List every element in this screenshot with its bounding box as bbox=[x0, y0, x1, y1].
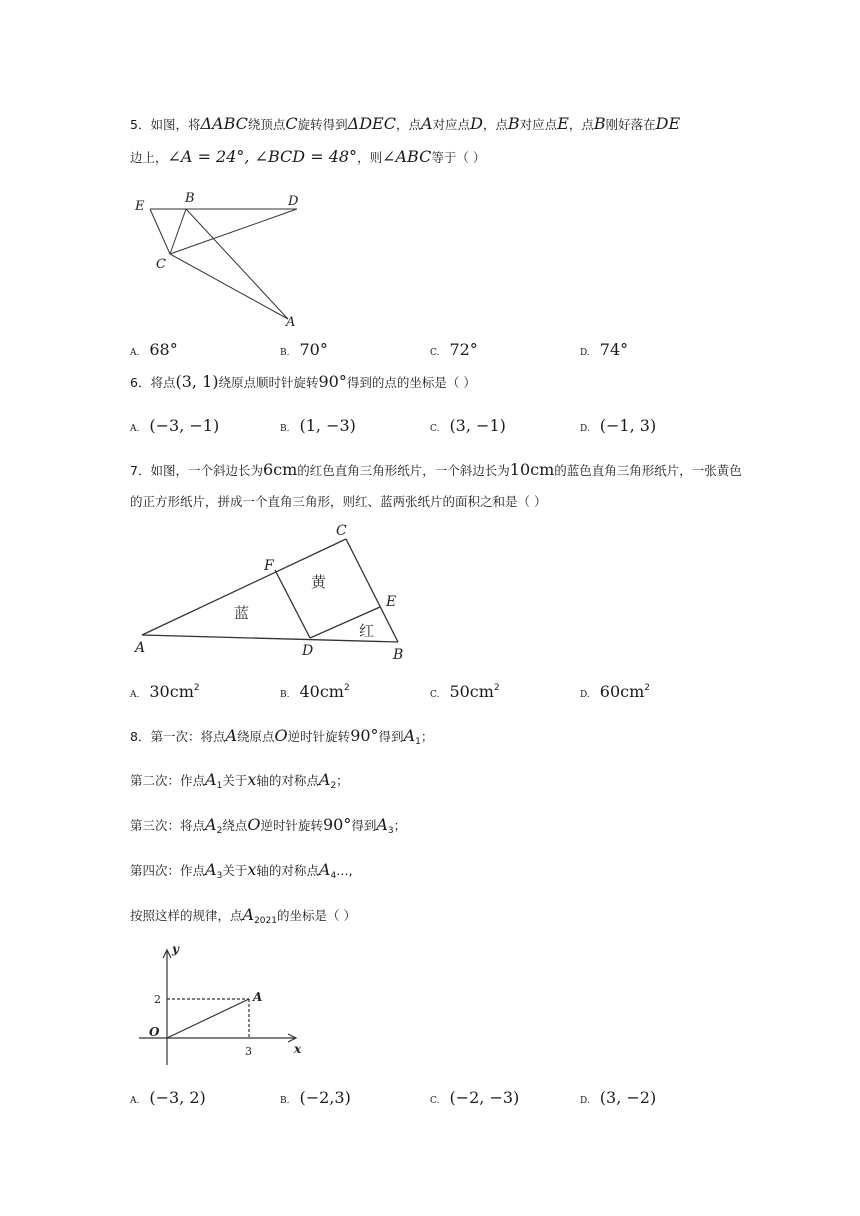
q8-coordinate-figure bbox=[136, 940, 311, 1065]
label-O: O bbox=[149, 1025, 160, 1039]
q7-segment-FD bbox=[275, 570, 310, 638]
q6-option-c[interactable] bbox=[430, 416, 506, 435]
label-x: x bbox=[294, 1042, 302, 1056]
q8-subscript: 2 bbox=[330, 781, 337, 791]
option-value: 70° bbox=[299, 340, 328, 359]
q7-text: 如图，一个斜边长为 bbox=[150, 463, 263, 478]
q8-math: 90° bbox=[350, 726, 379, 745]
q8-step3 bbox=[130, 815, 406, 836]
q5-option-b[interactable] bbox=[280, 340, 328, 359]
option-letter: C. bbox=[430, 424, 440, 434]
q8-text: 第一次：将点 bbox=[150, 729, 226, 744]
q8-text: 轴的对称点 bbox=[256, 863, 319, 878]
q8-subscript: 1 bbox=[216, 781, 223, 791]
option-value: (3, −1) bbox=[449, 416, 506, 435]
option-exponent: 2 bbox=[343, 683, 350, 693]
q5-segment-BC bbox=[170, 209, 186, 254]
q8-math: A bbox=[205, 815, 217, 834]
q6-option-a[interactable] bbox=[130, 416, 219, 435]
q6-text: 得到的点的坐标是（ ） bbox=[346, 375, 476, 390]
q5-text: 旋转得到 bbox=[297, 117, 348, 132]
option-letter: C. bbox=[430, 690, 440, 700]
q7-option-a[interactable] bbox=[130, 682, 200, 701]
q8-text: 第二次：作点 bbox=[130, 773, 206, 788]
q6-text: 绕原点顺时针旋转 bbox=[218, 375, 319, 390]
q5-text: 刚好落在 bbox=[605, 117, 656, 132]
q6-number: 6． bbox=[130, 375, 151, 390]
q5-math: ΔDEC bbox=[347, 114, 396, 133]
q6-math: (3, 1) bbox=[175, 372, 219, 391]
q5-option-a[interactable] bbox=[130, 340, 178, 359]
option-value: (3, −2) bbox=[599, 1088, 657, 1107]
option-letter: B. bbox=[280, 690, 290, 700]
q5-math: B bbox=[507, 114, 520, 133]
q5-math: DE bbox=[655, 114, 681, 133]
q5-text: ，点 bbox=[482, 117, 508, 132]
q5-label-D: D bbox=[288, 194, 299, 209]
q7-label-E: E bbox=[386, 594, 397, 610]
q8-subscript: 4 bbox=[330, 871, 337, 881]
q5-text: 绕顶点 bbox=[247, 117, 286, 132]
q8-math: x bbox=[247, 770, 257, 789]
option-letter: A. bbox=[130, 348, 140, 358]
option-letter: B. bbox=[280, 424, 290, 434]
q6-text: 将点 bbox=[150, 375, 176, 390]
q5-number: 5． bbox=[130, 117, 151, 132]
q8-text: 第四次：作点 bbox=[130, 863, 206, 878]
q7-triangle-figure bbox=[130, 518, 415, 663]
option-letter: A. bbox=[130, 1096, 140, 1106]
q7-number: 7． bbox=[130, 463, 151, 478]
q5-math: ∠ABC bbox=[382, 147, 432, 166]
q7-math: 10cm bbox=[509, 460, 555, 479]
q8-step4 bbox=[130, 860, 353, 881]
q7-label-D: D bbox=[302, 643, 314, 659]
q5-text: ，则 bbox=[357, 150, 383, 165]
q7-label-F: F bbox=[264, 558, 274, 574]
option-letter: C. bbox=[430, 1096, 440, 1106]
q8-text: 逆时针旋转 bbox=[260, 818, 323, 833]
option-letter: D. bbox=[580, 1096, 590, 1106]
q8-text: 得到 bbox=[378, 729, 404, 744]
q7-option-d[interactable] bbox=[580, 682, 650, 701]
q8-text: 按照这样的规律，点 bbox=[130, 908, 243, 923]
option-value: 50cm bbox=[449, 682, 494, 701]
q5-stem-line2 bbox=[130, 147, 485, 166]
q7-option-b[interactable] bbox=[280, 682, 350, 701]
option-letter: D. bbox=[580, 690, 590, 700]
q8-math: A bbox=[205, 770, 217, 789]
option-letter: D. bbox=[580, 424, 590, 434]
q7-option-c[interactable] bbox=[430, 682, 500, 701]
q7-label-red: 红 bbox=[359, 622, 375, 640]
q6-math: 90° bbox=[318, 372, 347, 391]
q8-text: 绕点 bbox=[222, 818, 248, 833]
q5-math: E bbox=[557, 114, 569, 133]
q5-text: 等于（ ） bbox=[431, 150, 486, 165]
option-exponent: 2 bbox=[644, 683, 650, 693]
q5-option-d[interactable] bbox=[580, 340, 628, 359]
q8-subscript: 2 bbox=[216, 826, 223, 836]
q5-math: D bbox=[470, 114, 483, 133]
q5-option-c[interactable] bbox=[430, 340, 478, 359]
q8-question bbox=[130, 905, 356, 926]
q7-stem-line2 bbox=[130, 492, 546, 510]
option-value: 60cm bbox=[599, 682, 645, 701]
q7-label-A: A bbox=[135, 640, 146, 656]
q8-subscript: 3 bbox=[216, 871, 223, 881]
q8-subscript: 2021 bbox=[254, 916, 277, 926]
q8-math: A bbox=[225, 726, 238, 745]
q5-triangle-figure bbox=[130, 188, 310, 333]
option-value: 30cm bbox=[149, 682, 194, 701]
q5-math: B bbox=[593, 114, 606, 133]
option-letter: B. bbox=[280, 1096, 290, 1106]
option-letter: B. bbox=[280, 348, 290, 358]
q8-text: ； bbox=[420, 729, 434, 744]
segment-OA bbox=[167, 999, 249, 1038]
q8-text: 第三次：将点 bbox=[130, 818, 206, 833]
q8-math: x bbox=[247, 860, 257, 879]
q8-text: ； bbox=[336, 773, 349, 788]
option-value: (−3, −1) bbox=[149, 416, 220, 435]
q5-text: ，点 bbox=[395, 117, 421, 132]
q7-label-yellow: 黄 bbox=[311, 573, 327, 591]
label-y: y bbox=[172, 942, 179, 956]
q8-text: 关于 bbox=[222, 863, 248, 878]
q8-math: 90° bbox=[322, 815, 352, 834]
option-exponent: 2 bbox=[493, 683, 500, 693]
q8-text: 逆时针旋转 bbox=[287, 729, 351, 744]
q8-text: ； bbox=[393, 818, 407, 833]
q5-segment-EC bbox=[150, 209, 170, 254]
q8-step2 bbox=[130, 770, 349, 791]
q8-math: A bbox=[205, 860, 217, 879]
q8-number: 8． bbox=[130, 729, 151, 744]
tick-label-2: 2 bbox=[154, 993, 161, 1006]
q5-label-C: C bbox=[156, 257, 166, 272]
q7-label-B: B bbox=[393, 647, 404, 663]
tick-label-3: 3 bbox=[245, 1045, 252, 1058]
option-value: (1, −3) bbox=[299, 416, 356, 435]
q7-stem-line1 bbox=[130, 460, 742, 479]
label-A: A bbox=[253, 990, 263, 1004]
option-letter: A. bbox=[130, 424, 140, 434]
q7-text: 的蓝色直角三角形纸片，一张黄色 bbox=[554, 463, 742, 478]
q8-step1 bbox=[130, 726, 433, 747]
option-value: 68° bbox=[149, 340, 178, 359]
q8-text: 关于 bbox=[222, 773, 248, 788]
option-exponent: 2 bbox=[193, 683, 200, 693]
q8-text: 的坐标是（ ） bbox=[276, 908, 356, 923]
q7-text: 的红色直角三角形纸片，一个斜边长为 bbox=[297, 463, 510, 478]
q5-text: ，点 bbox=[568, 117, 594, 132]
q5-text: 对应点 bbox=[519, 117, 558, 132]
option-value: (−3, 2) bbox=[149, 1088, 206, 1107]
q8-text: 轴的对称点 bbox=[256, 773, 319, 788]
option-value: 74° bbox=[599, 340, 629, 359]
q5-math: A bbox=[420, 114, 433, 133]
q5-segment-DC bbox=[170, 209, 297, 254]
q8-math: O bbox=[274, 726, 288, 745]
q8-text: 绕原点 bbox=[237, 729, 275, 744]
q8-subscript: 1 bbox=[415, 737, 421, 747]
q8-option-d[interactable] bbox=[580, 1088, 656, 1107]
q5-text: 边上， bbox=[130, 150, 168, 165]
option-letter: C. bbox=[430, 348, 440, 358]
q8-subscript: 3 bbox=[387, 826, 394, 836]
q8-math: O bbox=[247, 815, 261, 834]
q6-stem bbox=[130, 372, 476, 391]
q5-math: ΔABC bbox=[200, 114, 248, 133]
q7-label-blue: 蓝 bbox=[234, 604, 250, 622]
q8-text: 得到 bbox=[351, 818, 377, 833]
option-letter: D. bbox=[580, 348, 590, 358]
q5-segment-BA bbox=[186, 209, 288, 319]
option-value: (−2, −3) bbox=[449, 1088, 520, 1107]
q5-math: ∠A = 24°, ∠BCD = 48° bbox=[167, 147, 358, 166]
q7-math: 6cm bbox=[262, 460, 298, 479]
q5-label-B: B bbox=[185, 191, 195, 206]
q8-math: A bbox=[403, 726, 416, 745]
q8-option-a[interactable] bbox=[130, 1088, 206, 1107]
q5-stem-line1 bbox=[130, 114, 680, 133]
q5-math: C bbox=[285, 114, 298, 133]
q8-option-b[interactable] bbox=[280, 1088, 351, 1107]
q8-math: A bbox=[318, 770, 331, 789]
q8-math: A bbox=[242, 905, 255, 924]
option-value: (−1, 3) bbox=[599, 416, 657, 435]
option-value: (−2,3) bbox=[299, 1088, 351, 1107]
q5-text: 对应点 bbox=[432, 117, 471, 132]
option-value: 40cm bbox=[299, 682, 344, 701]
option-value: 72° bbox=[449, 340, 478, 359]
q8-math: A bbox=[376, 815, 388, 834]
q8-text: …, bbox=[336, 863, 353, 878]
q5-label-A: A bbox=[286, 315, 296, 330]
q5-segment-CA bbox=[170, 254, 288, 319]
q8-option-c[interactable] bbox=[430, 1088, 519, 1107]
q5-label-E: E bbox=[135, 199, 145, 214]
q8-math: A bbox=[318, 860, 331, 879]
q7-text: 的正方形纸片，拼成一个直角三角形，则红、蓝两张纸片的面积之和是（ ） bbox=[130, 494, 547, 509]
q7-label-C: C bbox=[336, 523, 347, 539]
option-letter: A. bbox=[130, 690, 140, 700]
q6-option-d[interactable] bbox=[580, 416, 656, 435]
q6-option-b[interactable] bbox=[280, 416, 356, 435]
q5-text: 如图，将 bbox=[150, 117, 201, 132]
